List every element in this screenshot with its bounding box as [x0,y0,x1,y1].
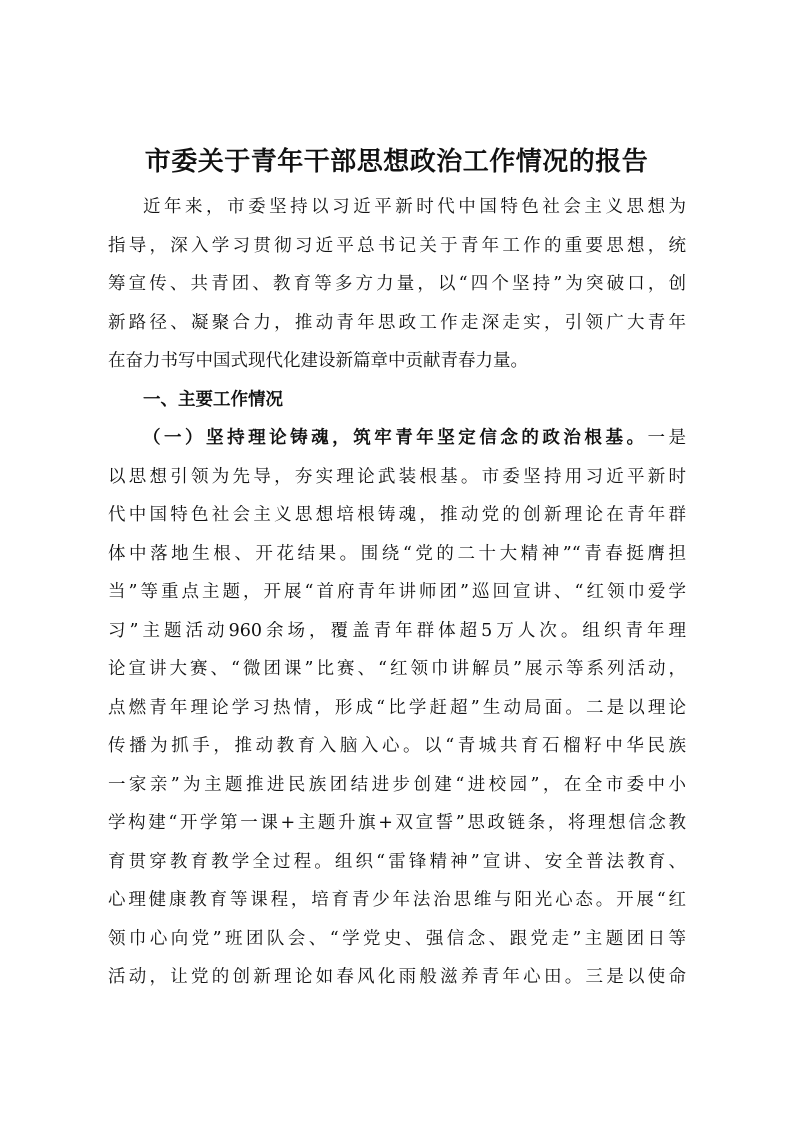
paragraph-line: 近年来，市委坚持以习近平新时代中国特色社会主义思想为 [143,197,686,217]
paragraph-line: 筹宣传、共青团、教育等多方力量，以“四个坚持”为突破口，创 [108,274,686,294]
subsection-first-line [108,419,686,458]
subsection-first-line-rest: 一是 [647,428,686,448]
paragraph-line: 领巾心向党”班团队会、“学党史、强信念、跟党走”主题团日等 [108,928,686,949]
section-heading: 一、主要工作情况 [143,389,283,410]
paragraph-line: 代中国特色社会主义思想培根铸魂，推动党的创新理论在青年群 [108,505,686,525]
paragraph-line: 心理健康教育等课程，培育青少年法治思维与阳光心态。开展“红 [108,890,686,910]
paragraph-line: 体中落地生根、开花结果。围绕“党的二十大精神”“青春挺膺担 [108,543,686,564]
paragraph-line: 习”主题活动960余场，覆盖青年群体超5万人次。组织青年理 [108,620,686,641]
paragraph-line: 传播为抓手，推动教育入脑入心。以“青城共育石榴籽中华民族 [108,736,686,756]
paragraph-line: 新路径、凝聚合力，推动青年思政工作走深走实，引领广大青年 [108,312,686,333]
subsection-heading: （一）坚持理论铸魂，筑牢青年坚定信念的政治根基。 [143,428,648,448]
paragraph-line: 活动，让党的创新理论如春风化雨般滋养青年心田。三是以使命 [108,967,686,987]
paragraph-line: 点燃青年理论学习热情，形成“比学赶超”生动局面。二是以理论 [108,697,686,718]
document-title: 市委关于青年干部思想政治工作情况的报告 [144,147,649,177]
paragraph-line: 育贯穿教育教学全过程。组织“雷锋精神”宣讲、安全普法教育、 [108,851,686,872]
paragraph-line: 学构建“开学第一课+主题升旗+双宣誓”思政链条，将理想信念教 [108,813,686,833]
document-body [108,188,686,997]
paragraph-line: 以思想引领为先导，夯实理论武装根基。市委坚持用习近平新时 [108,466,686,487]
paragraph-line: 当”等重点主题，开展“首府青年讲师团”巡回宣讲、“红领巾爱学 [108,582,686,602]
paragraph-line: 指导，深入学习贯彻习近平总书记关于青年工作的重要思想，统 [108,235,686,256]
paragraph-line: 一家亲”为主题推进民族团结进步创建“进校园”，在全市委中小 [108,774,686,795]
paragraph-line: 论宣讲大赛、“微团课”比赛、“红领巾讲解员”展示等系列活动， [108,659,686,679]
paragraph-line: 在奋力书写中国式现代化建设新篇章中贡献青春力量。 [108,351,528,371]
